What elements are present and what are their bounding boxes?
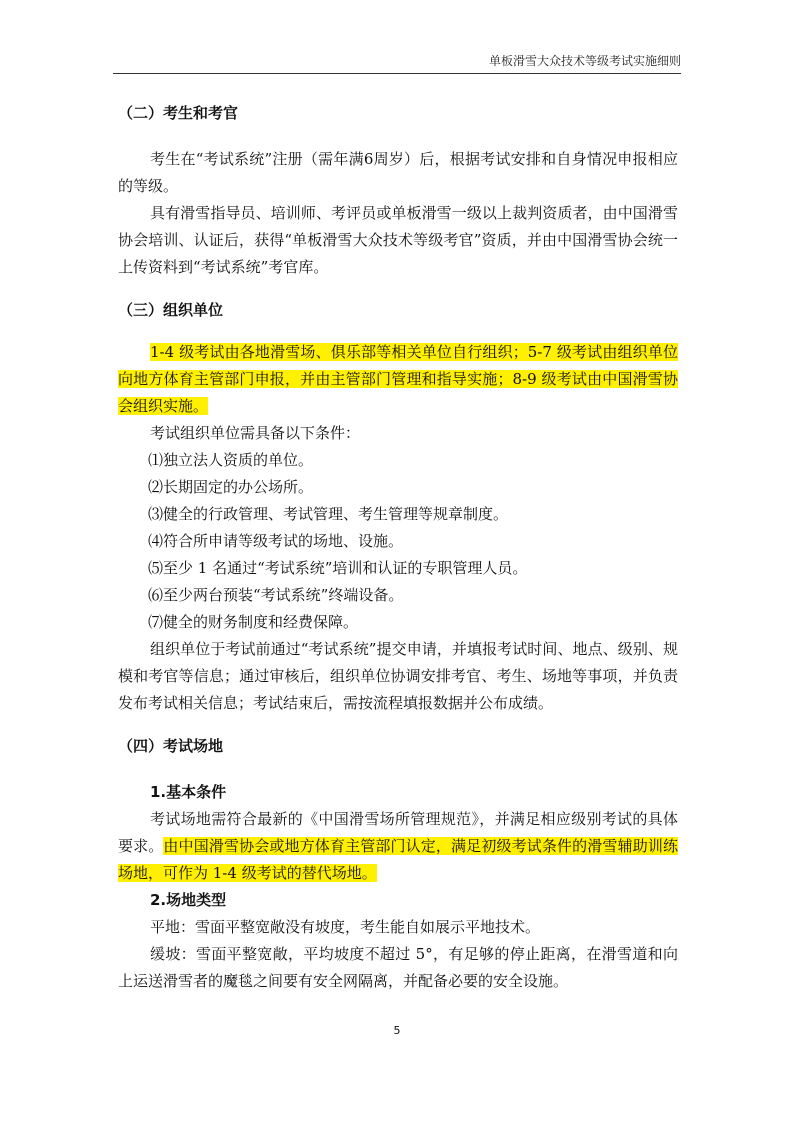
- page-number: 5: [393, 1024, 401, 1037]
- paragraph: [118, 806, 678, 887]
- header-rule: [113, 73, 681, 74]
- paragraph: 缓坡：雪面平整宽敞，平均坡度不超过 5°，有足够的停止距离，在滑雪道和向上运送滑雪者的魔毯之间要有安全网隔离，并配备必要的安全设施。: [118, 945, 678, 990]
- section-heading-3: （三）组织单位: [118, 301, 224, 319]
- subheading: 1.基本条件: [150, 783, 227, 801]
- plain-text: 考试场地需符合最新的《中国滑雪场所管理规范》，并满足相应级别考试的具体要求。: [118, 810, 678, 855]
- highlight-text: 由中国滑雪协会或地方体育主管部门认定，满足初级考试条件的滑雪辅助训练场地，可作为 1-4 级考试的替代场地。: [118, 837, 678, 882]
- paragraph: 具有滑雪指导员、培训师、考评员或单板滑雪一级以上裁判资质者，由中国滑雪协会培训、认证后，获得“单板滑雪大众技术等级考官”资质，并由中国滑雪协会统一上传资料到“考试系统”考官库。: [118, 204, 678, 276]
- highlight-text: 1-4 级考试由各地滑雪场、俱乐部等相关单位自行组织；5-7 级考试由组织单位向地方体育主管部门申报，并由主管部门管理和指导实施；8-9 级考试由中国滑雪协会组织实施。: [118, 343, 678, 415]
- conditions-intro: 考试组织单位需具备以下条件：: [150, 424, 361, 442]
- paragraph: 平地：雪面平整宽敞没有坡度，考生能自如展示平地技术。: [150, 918, 541, 936]
- list-item: ⑷符合所申请等级考试的场地、设施。: [148, 532, 404, 550]
- section-heading-4: （四）考试场地: [118, 737, 224, 755]
- document-body: [118, 98, 678, 995]
- list-item: ⑹至少两台预装“考试系统”终端设备。: [148, 586, 404, 604]
- list-item: ⑺健全的财务制度和经费保障。: [148, 613, 359, 631]
- list-item: ⑶健全的行政管理、考试管理、考生管理等规章制度。: [148, 505, 509, 523]
- section-heading-2: （二）考生和考官: [118, 104, 239, 122]
- paragraph: 组织单位于考试前通过“考试系统”提交申请，并填报考试时间、地点、级别、规模和考官等信息；通过审核后，组织单位协调安排考官、考生、场地等事项，并负责发布考试相关信息；考试结束后，需按流程填报数据并公布成绩。: [118, 640, 678, 712]
- highlighted-paragraph: [118, 339, 678, 420]
- subheading: 2.场地类型: [150, 891, 227, 909]
- list-item: ⑵长期固定的办公场所。: [148, 478, 314, 496]
- running-header: 单板滑雪大众技术等级考试实施细则: [488, 54, 681, 68]
- paragraph: 考生在“考试系统”注册（需年满6周岁）后，根据考试安排和自身情况申报相应的等级。: [118, 150, 678, 195]
- list-item: ⑴独立法人资质的单位。: [148, 451, 314, 469]
- list-item: ⑸至少 1 名通过“考试系统”培训和认证的专职管理人员。: [148, 559, 528, 577]
